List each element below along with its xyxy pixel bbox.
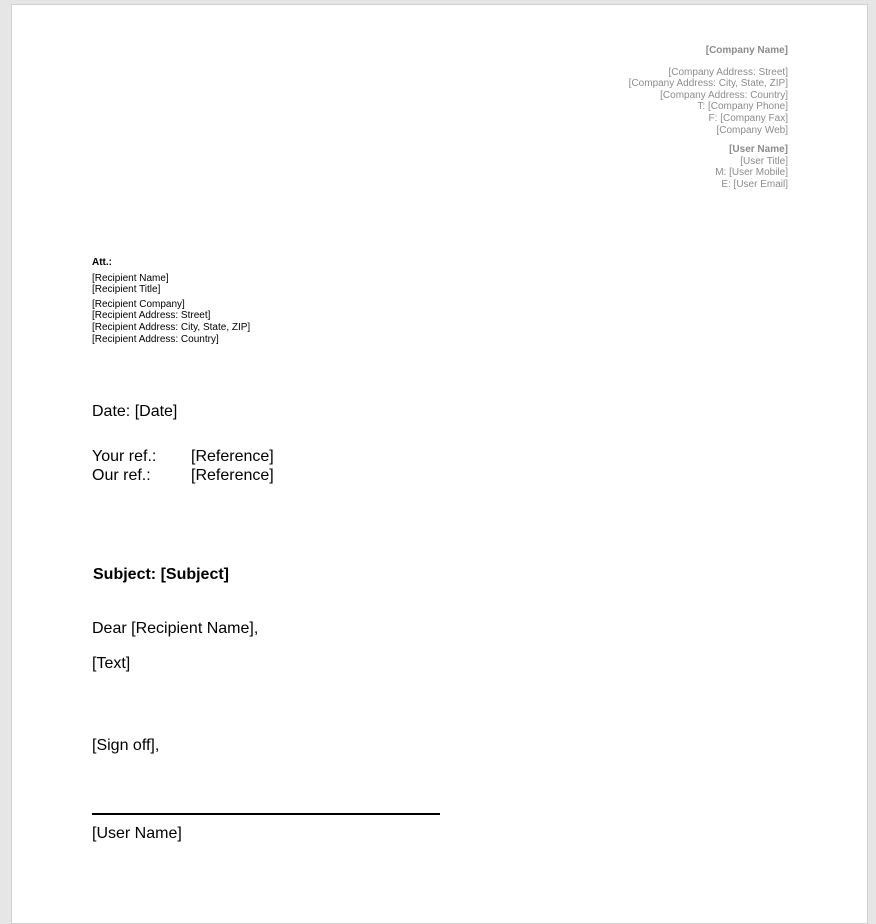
our-ref-label: Our ref.: <box>92 467 151 484</box>
recipient-street: [Recipient Address: Street] <box>92 310 211 322</box>
sender-user-mobile: M: [User Mobile] <box>715 167 788 179</box>
sender-block <box>629 45 788 191</box>
letter-text: [Text] <box>92 655 131 672</box>
your-ref-row <box>92 447 274 466</box>
reference-block <box>92 447 274 485</box>
sender-web: [Company Web] <box>716 124 788 136</box>
sender-user-title: [User Title] <box>740 155 788 167</box>
sender-company-name: [Company Name] <box>705 45 788 56</box>
letter-date: Date: [Date] <box>92 403 178 420</box>
signature-user-name: [User Name] <box>92 825 182 842</box>
sender-phone: T: [Company Phone] <box>697 101 788 113</box>
recipient-city: [Recipient Address: City, State, ZIP] <box>92 321 251 333</box>
sender-fax: F: [Company Fax] <box>708 112 788 124</box>
recipient-title: [Recipient Title] <box>92 284 161 296</box>
sender-user-name: [User Name] <box>729 144 788 156</box>
sender-street: [Company Address: Street] <box>668 66 788 78</box>
sender-country: [Company Address: Country] <box>660 89 788 101</box>
our-ref-row <box>92 466 274 485</box>
recipient-company: [Recipient Company] <box>92 298 185 310</box>
recipient-block <box>92 257 250 345</box>
document-page <box>11 4 868 924</box>
att-label: Att.: <box>92 257 112 268</box>
your-ref-label: Your ref.: <box>92 448 157 465</box>
letter-sign-off: [Sign off], <box>92 737 160 754</box>
sender-user-email: E: [User Email] <box>721 178 788 190</box>
signature-line <box>92 813 440 815</box>
letter-salutation: Dear [Recipient Name], <box>92 620 259 637</box>
sender-city: [Company Address: City, State, ZIP] <box>628 78 788 90</box>
your-ref-value: [Reference] <box>191 448 274 465</box>
letter-subject: Subject: [Subject] <box>93 566 230 583</box>
our-ref-value: [Reference] <box>191 467 274 484</box>
recipient-name: [Recipient Name] <box>92 272 169 284</box>
recipient-country: [Recipient Address: Country] <box>92 333 219 345</box>
